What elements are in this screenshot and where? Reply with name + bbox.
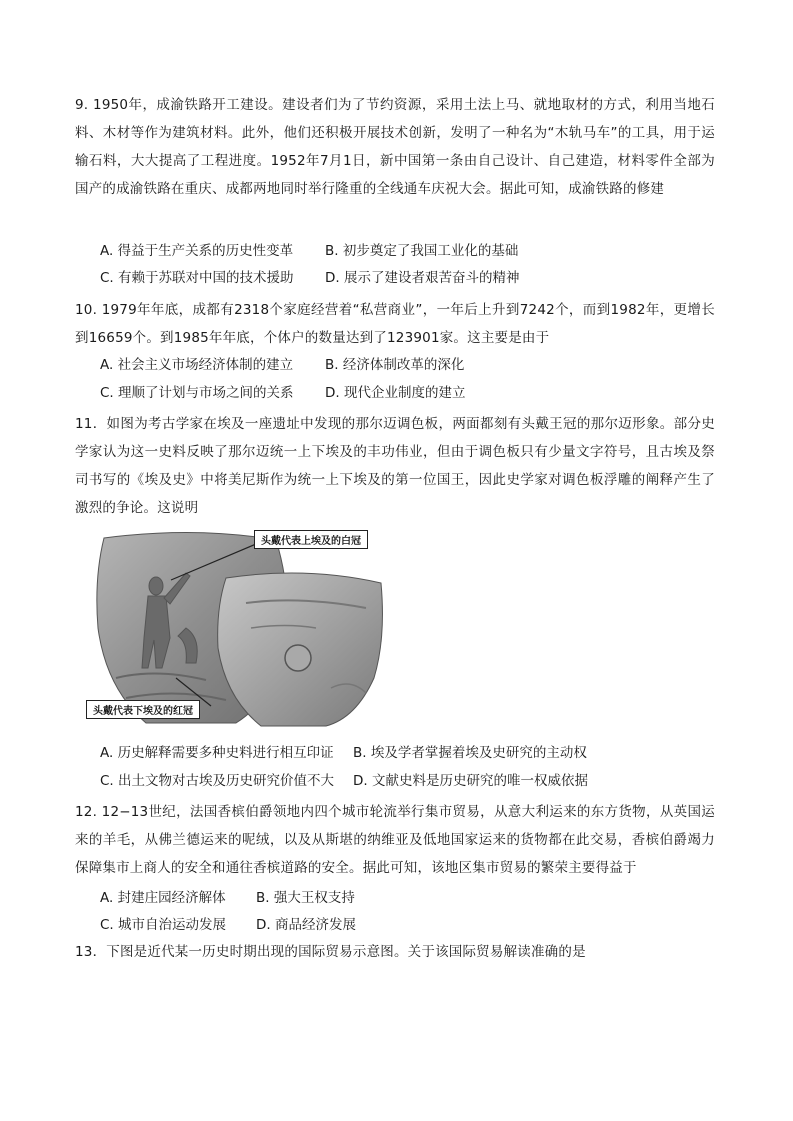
q10-option-a: A. 社会主义市场经济体制的建立 [100,357,294,373]
q12-option-b: B. 强大王权支持 [256,890,355,906]
q12-option-d: D. 商品经济发展 [256,917,356,933]
q10-option-b: B. 经济体制改革的深化 [325,357,465,373]
q9-option-c: C. 有赖于苏联对中国的技术援助 [100,270,294,286]
palette-grinding-circle [285,645,311,671]
narmer-palette-photo [86,528,386,728]
q11-option-c: C. 出土文物对古埃及历史研究价值不大 [100,773,335,789]
palette-illustration [86,528,386,728]
q12-option-a: A. 封建庄园经济解体 [100,890,226,906]
question-13-stem: 13．下图是近代某一历史时期出现的国际贸易示意图。关于该国际贸易解读准确的是 [75,944,586,960]
q9-option-b: B. 初步奠定了我国工业化的基础 [325,243,519,259]
q11-option-d: D. 文献史料是历史研究的唯一权威依据 [353,773,588,789]
q12-option-c: C. 城市自治运动发展 [100,917,227,933]
q11-option-b: B. 埃及学者掌握着埃及史研究的主动权 [353,745,587,761]
question-12-stem: 12. 12−13世纪，法国香槟伯爵领地内四个城市轮流举行集市贸易，从意大利运来的东方货物，从英国运来的羊毛，从佛兰德运来的呢绒，以及从斯堪的纳维亚及低地国家运来的货物都在此交易，香槟伯爵竭力保障集市上商人的安全和通往香槟道路的安全。据此可知，该地区集市贸易的繁荣主要得益于 [75,804,715,876]
label-red-crown: 头戴代表下埃及的红冠 [86,700,200,719]
q10-option-d: D. 现代企业制度的建立 [325,385,466,401]
q9-option-d: D. 展示了建设者艰苦奋斗的精神 [325,270,520,286]
question-10-stem: 10. 1979年年底，成都有2318个家庭经营着“私营商业”，一年后上升到7242个，而到1982年，更增长到16659个。到1985年年底，个体户的数量达到了123901家。这主要是由于 [75,302,715,346]
question-9-stem: 9. 1950年，成渝铁路开工建设。建设者们为了节约资源，采用土法上马、就地取材的方式，利用当地石料、木材等作为建筑材料。此外，他们还积极开展技术创新，发明了一种名为“木轨马车”的工具，用于运输石料，大大提高了工程进度。1952年7月1日，新中国第一条由自己设计、自己建造，材料零件全部为国产的成渝铁路在重庆、成都两地同时举行隆重的全线通车庆祝大会。据此可知，成渝铁路的修建 [75,97,715,197]
q9-option-a: A. 得益于生产关系的历史性变革 [100,243,294,259]
label-white-crown: 头戴代表上埃及的白冠 [254,530,368,549]
q10-option-c: C. 理顺了计划与市场之间的关系 [100,385,294,401]
question-11-stem: 11．如图为考古学家在埃及一座遗址中发现的那尔迈调色板，两面都刻有头戴王冠的那尔迈形象。部分史学家认为这一史料反映了那尔迈统一上下埃及的丰功伟业，但由于调色板只有少量文字符号，且古埃及祭司书写的《埃及史》中将美尼斯作为统一上下埃及的第一位国王，因此史学家对调色板浮雕的阐释产生了激烈的争论。这说明 [75,416,715,516]
q11-option-a: A. 历史解释需要多种史料进行相互印证 [100,745,334,761]
